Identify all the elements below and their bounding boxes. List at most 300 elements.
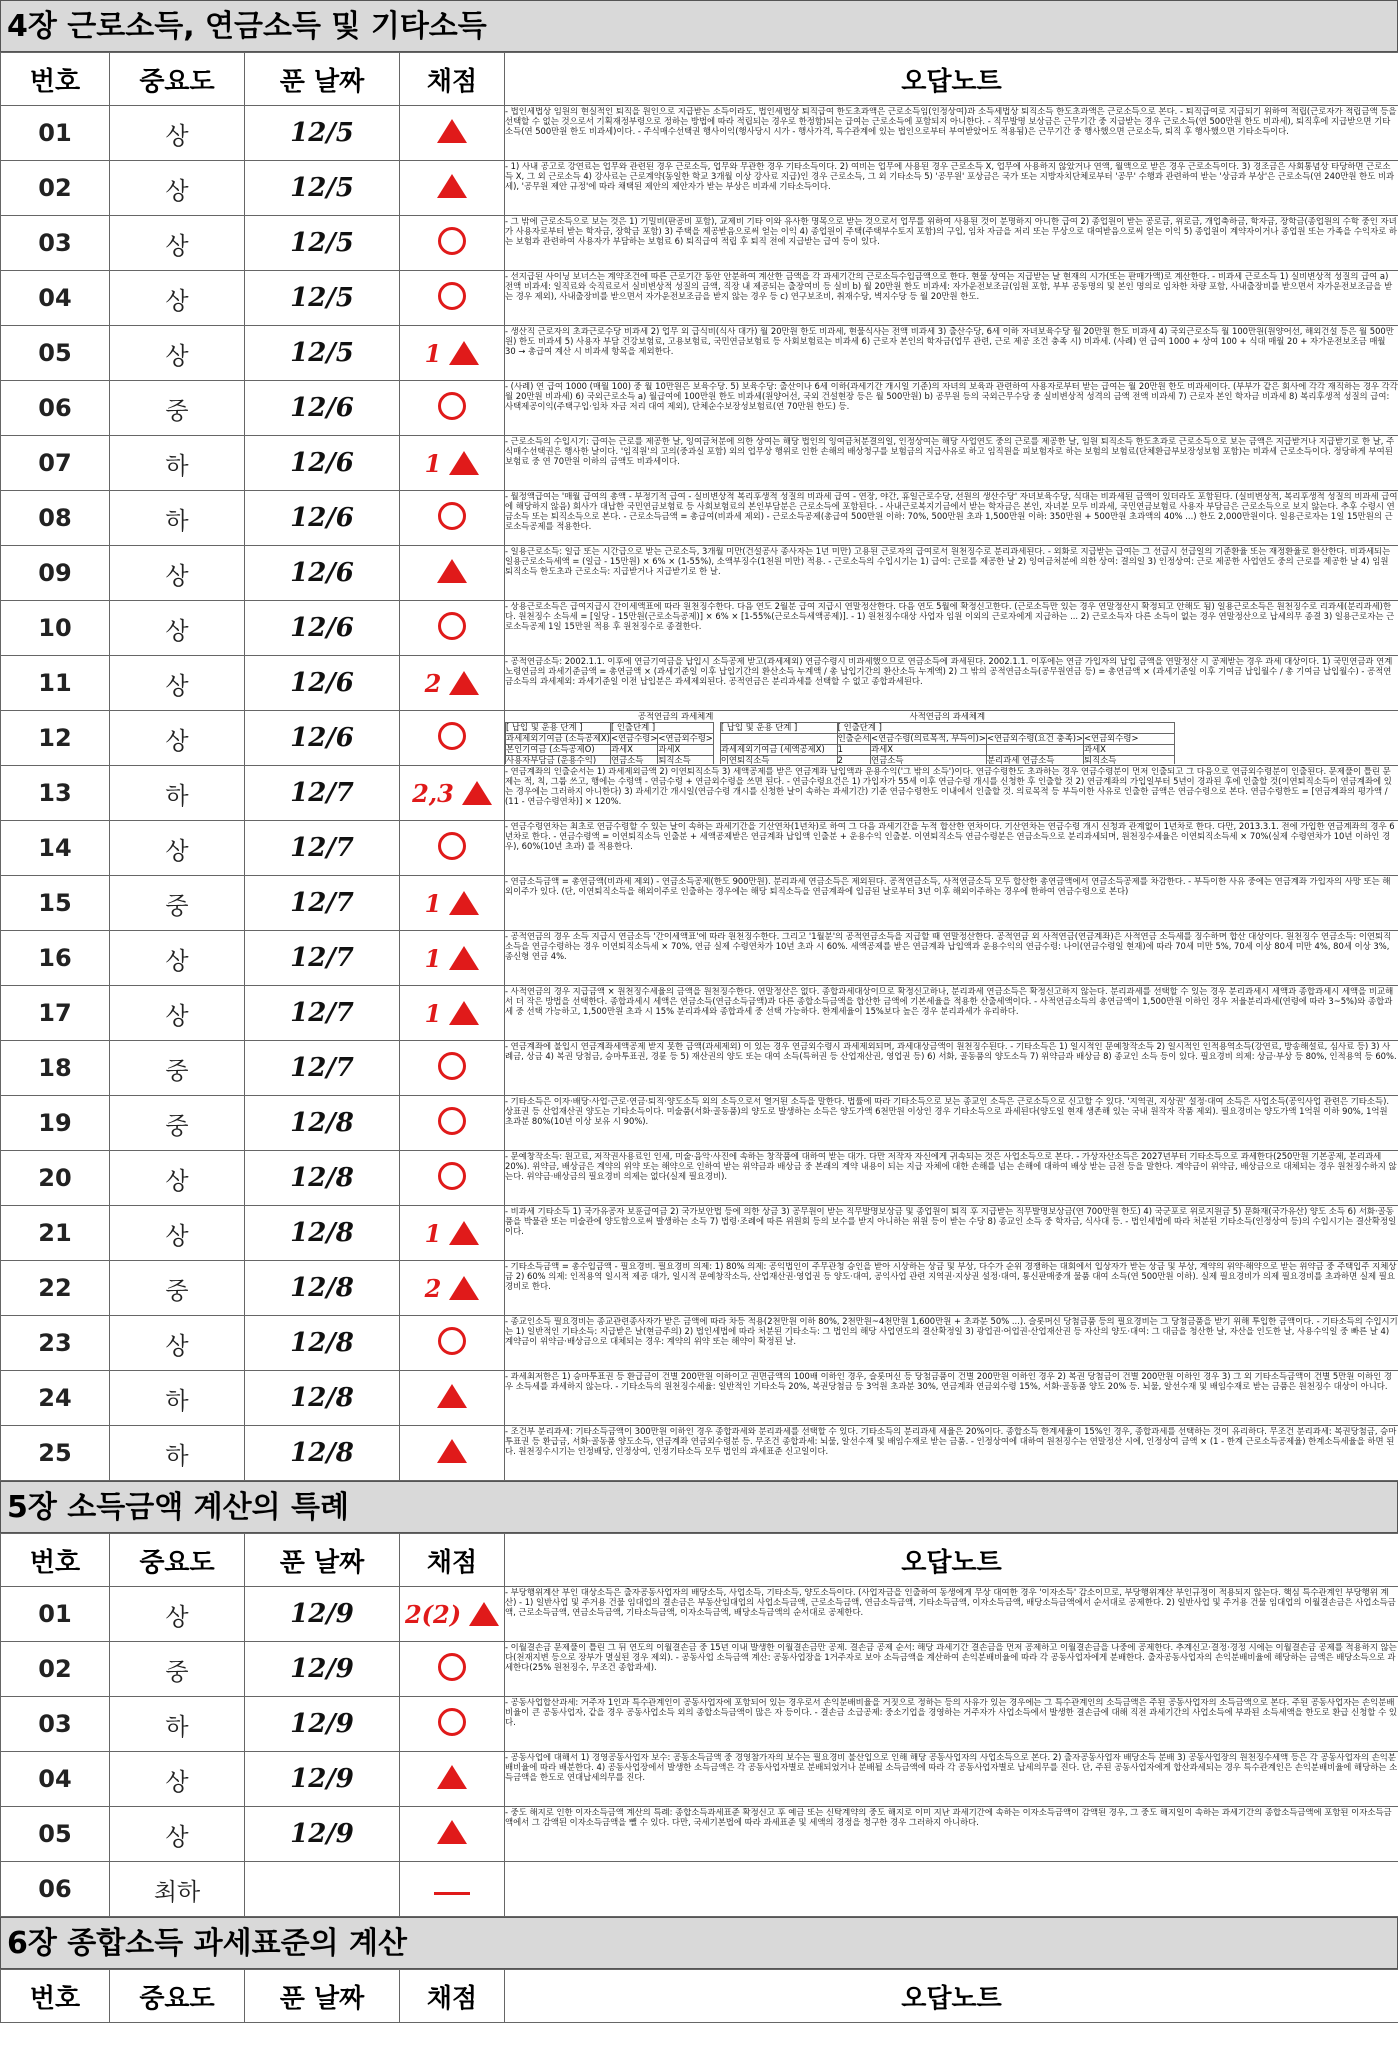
header-number: 번호 [1,1970,110,2023]
grade-mark [438,1107,466,1135]
table-header-row [1,1970,1398,2023]
table-row [1,1316,1398,1371]
dash-mark-icon [434,1892,470,1895]
header-grade: 채점 [400,1970,505,2023]
triangle-mark-icon [437,1384,467,1408]
table-cell: 과세X [1083,744,1174,755]
triangle-mark-icon [449,1221,479,1245]
grade-mark [434,1892,470,1895]
table-row [1,1642,1398,1697]
wrong-count: 2,3 [412,778,454,808]
row-importance: 상 [110,1587,245,1642]
grade-mark [438,282,466,310]
row-solved-date: 12/9 [245,1587,400,1642]
row-importance: 상 [110,1752,245,1807]
note-text: - 월정액급여는 '매월 급여의 총액 - 부정기적 급여 - 실비변상적 복리후생적 성질의 비과세 급여 - 연장, 야간, 휴일근로수당, 선원의 생산수당' 자녀보육수당, 식대는 비과세된 금액이 있더라도 포함된다. (실비변상적, 복리후생적 성질의 비과세 급여에 해당하지 않음) 회사가 대납한 국민연금보험료 등 사회보험료의 본인부담분은 근로소득에 포함된다. - 사내근로복지기금에서 받는 학자금은 본인, 자녀분 모두 비과세, 국민연금보험료 사용자 부담금은 근로소득으로 보지 않는다. 추후 수령시 연금소득 또는 퇴직소득으로 본다. - 근로소득금액 = 총급여(비과세 제외) - 근로소득공제(총급여 500만원 이하: 70%, 500만원 초과 1,500만원 이하: 350만원 + 500만원 초과액의 40% ...) 한도 2,000만원이다. 일용근로자는 1일 15만원의 근로소득공제를 적용한다. [505,492,1398,531]
row-error-note [505,1041,1398,1096]
table-row [720,755,1174,764]
note-text: - 문예창작소득: 원고료, 저작권사용료인 인세, 미술·음악·사진에 속하는 창작품에 대하여 받는 대가. 다만 저작자 자신에게 귀속되는 것은 사업소득으로 본다. - 가상자산소득은 2027년부터 기타소득으로 과세한다(250만원 기본공제, 분리과세 20%). 위약금, 배상금은 계약의 위약 또는 해약으로 인하여 받는 위약금과 배상금 중 본래의 계약 내용이 되는 지급 자체에 대한 손해를 넘는 손해에 대하여 배상 받는 금전 등을 말한다. 계약금이 위약금, 배상금으로 대체되는 경우 원천징수하지 않는다. 위약금·배상금의 필요경비 의제는 없다(실제 필요경비). [505,1152,1397,1181]
row-grade [400,491,505,546]
header-notes: 오답노트 [505,1970,1398,2023]
note-text: - 이월결손금 문제풀이 틀린 그 뒤 연도의 이월결손금 중 15년 이내 발생한 이월결손금만 공제. 결손금 공제 순서: 해당 과세기간 결손금을 먼저 공제하고 이월결손금을 나중에 공제한다. 추계신고·결정·경정 시에는 이월결손금 공제를 적용하지 않는다(천재지변 등으로 장부가 멸실된 경우 제외). - 공동사업 소득금액 계산: 공동사업장을 1거주자로 보아 소득금액을 계산하여 손익분배비율에 따라 각 공동사업자에게 분배한다. 출자공동사업자의 손익분배비율에 해당하는 금액은 배당소득으로 과세한다(25% 원천징수, 무조건 종합과세). [505,1643,1397,1672]
table-cell: 과세X [658,744,714,755]
row-grade [400,876,505,931]
grade-mark [425,944,480,973]
row-grade [400,711,505,766]
row-grade [400,601,505,656]
chapter-6-title: 6장 종합소득 과세표준의 계산 [0,1917,1398,1969]
wrong-count: 2 [424,668,442,698]
note-text: - 법인세법상 임원의 현실적인 퇴직을 원인으로 지급받는 소득이라도, 법인세법상 퇴직급여 한도초과액은 근로소득임(인정상여)과 소득세법상 퇴직소득 한도초과액은 근로소득으로 본다. - 퇴직급여로 지급되기 위하여 적립(근로자가 적립금액 등을 선택할 수 없는 것으로서 기획재정부령으로 정하는 방법에 따라 적립되는 경우로 한정함)되는 급여는 근로소득에 포함되지 아니한다. - 직무발명 보상금은 근무기간 중 지급받는 경우 근로소득(연 500만원 한도 비과세), 퇴직후에 지급받으면 기타소득(연 500만원 한도 비과세)이다. - 주식매수선택권 행사이익(행사당시 시가 - 행사가격, 특수관계에 있는 법인으로부터 부여받았어도 적용됨)은 근무기간 중 행사했으면 근로소득, 퇴직 후 행사했으면 기타소득이다. [505,107,1397,136]
circle-mark-icon [438,612,466,640]
row-number: 03 [1,216,110,271]
circle-mark-icon [438,1107,466,1135]
row-solved-date: 12/6 [245,656,400,711]
table-row [1,546,1398,601]
row-importance: 상 [110,711,245,766]
note-text: - 부당행위계산 부인 대상소득은 출자공동사업자의 배당소득, 사업소득, 기타소득, 양도소득이다. (사업자금을 인출하여 동생에게 무상 대여한 경우 '이자소득' 감소이므로, 부당행위계산 부인규정이 적용되지 않는다. 핵심 특수관계인 부당행위 계산) - 1) 일반사업 및 주거용 건물 임대업의 결손금은 부동산임대업의 사업소득금액, 근로소득금액, 연금소득금액, 기타소득금액, 이자소득금액, 배당소득금액에서 순서대로 공제한다. 2) 일반사업 및 주거용 건물 임대업의 이월결손금은 사업소득금액, 근로소득금액, 연금소득금액, 기타소득금액, 이자소득금액, 배당소득금액의 순서대로 공제한다. [505,1588,1396,1617]
row-solved-date: 12/5 [245,216,400,271]
table-row [1,1697,1398,1752]
row-importance: 하 [110,491,245,546]
row-solved-date: 12/8 [245,1096,400,1151]
row-grade [400,1096,505,1151]
grade-mark [438,392,466,420]
table-row [1,216,1398,271]
table-cell: <연금외수령> [1083,733,1174,744]
table-cell: [ 납입 및 운용 단계 ] [506,722,611,733]
row-number: 02 [1,161,110,216]
row-solved-date: 12/6 [245,491,400,546]
table-cell: [ 인출단계 ] [837,722,1174,733]
table-row [1,601,1398,656]
table-row [506,712,714,722]
grade-mark [437,119,467,143]
table-row [1,1151,1398,1206]
circle-mark-icon [438,722,466,750]
row-number: 08 [1,491,110,546]
row-solved-date: 12/8 [245,1151,400,1206]
row-number: 04 [1,1752,110,1807]
note-text: - 일용근로소득: 일급 또는 시간급으로 받는 근로소득, 3개월 미만(건설공사 종사자는 1년 미만) 고용된 근로자의 급여로서 원천징수로 분리과세된다. - 외화로 지급받는 급여는 그 선급시 선급일의 기준환율 또는 재정환율로 환산한다. 비과세되는 일용근로소득세액 = (일급 - 15만원) × 6% × (1-55%), 소액부징수(1천원 미만) 적용. - 근로소득의 수입시기는 1) 급여: 근로를 제공한 날 2) 잉여금처분에 의한 상여: 결의일 3) 인정상여: 근로 제공한 사업연도 중의 근로를 제공한 날 4) 임원 퇴직소득 한도초과 근로소득: 지급받거나 지급받기로 한 날. [505,547,1391,576]
header-grade: 채점 [400,53,505,106]
row-importance: 하 [110,766,245,821]
row-error-note [505,601,1398,656]
table-row [1,271,1398,326]
grade-mark [425,889,480,918]
row-number: 13 [1,766,110,821]
table-cell: 사용자부담금 (운용수익) [506,755,611,764]
wrong-count: 1 [424,943,442,973]
note-text: - 연금소득금액 = 총연금액(비과세 제외) - 연금소득공제(한도 900만원). 분리과세 연금소득은 제외된다. 공적연금소득, 사적연금소득 모두 합산한 총연금액에서 연금소득공제를 차감한다. - 부득이한 사유 중에는 연금계좌 가입자의 사망 또는 해외이주가 있다. (단, 이연퇴직소득을 해외이주로 인출하는 경우에는 해당 퇴직소득을 연금계좌에 입금된 날로부터 3년 이후 해외이주하는 경우에 한하여 연금수령으로 본다) [505,877,1391,896]
row-importance: 상 [110,931,245,986]
triangle-mark-icon [449,1276,479,1300]
row-error-note [505,1642,1398,1697]
note-text: - 상용근로소득은 급여지급시 간이세액표에 따라 원천징수한다. 다음 연도 2월분 급여 지급시 연말정산한다. 다음 연도 5월에 확정신고한다. (근로소득만 있는 경우 연말정산시 확정되고 안해도 됨) 일용근로소득은 원천징수로 리과세(분리과세)한다. 원천징수 소득세 = [일당 - 15만원(근로소득공제)] × 6% × [1-55%(근로소득세액공제)]. - 1) 원천징수대상 사업자 임원 이외의 근로자에게 지급하는 ... 2) 근로소득자 다른 소득이 없는 경우 연말정산으로 납세의무 종결 3) 일용근로자는 근로소득공제 1일 15만원 적용 후 원천징수로 종결한다. [505,602,1395,631]
row-number: 23 [1,1316,110,1371]
row-grade [400,1371,505,1426]
row-grade [400,326,505,381]
table-row [1,1041,1398,1096]
row-error-note [505,1096,1398,1151]
row-importance: 하 [110,436,245,491]
row-importance: 하 [110,1426,245,1481]
table-cell [986,744,1083,755]
grade-mark [438,227,466,255]
table-row [1,1752,1398,1807]
row-solved-date: 12/8 [245,1261,400,1316]
row-importance: 상 [110,546,245,601]
row-grade [400,1752,505,1807]
row-number: 03 [1,1697,110,1752]
row-number: 20 [1,1151,110,1206]
triangle-mark-icon [437,1820,467,1844]
row-error-note [505,1587,1398,1642]
note-text: - 조건부 분리과세: 기타소득금액이 300만원 이하인 경우 종합과세와 분리과세를 선택할 수 있다. 기타소득의 분리과세 세율은 20%이다. 종합소득 한계세율이 15%인 경우, 종합과세를 선택하는 것이 유리하다. 무조건 분리과세: 복권당첨금, 승마투표권 등 환급금, 서화·골동품 양도소득, 연금계좌 연금외수령분 등. 무조건 종합과세: 뇌물, 알선수재 및 배임수재로 받는 금품. - 인정상여에 대하여 원천징수는 연말정산 시에, 인정상여 금액 × (1 - 한계 근로소득공제율) 한계소득세율을 하면 된다. 원천징수시기는 인정배당, 인정상여, 인정기타소득 모두 법인의 과세표준 신고일이다. [505,1427,1397,1456]
grade-mark [438,722,466,750]
row-number: 06 [1,381,110,436]
table-row [1,1426,1398,1481]
table-cell: 인출순서 [837,732,871,743]
table-header-row [1,1534,1398,1587]
table-cell: <연금외수령> [658,732,713,743]
row-grade [400,1642,505,1697]
note-text: - 근로소득의 수입시기: 급여는 근로를 제공한 날, 잉여금처분에 의한 상여는 해당 법인의 잉여금처분결의일, 인정상여는 해당 사업연도 중의 근로를 제공한 날, 임원 퇴직소득 한도초과로 근로소득으로 보는 금액은 지급받거나 지급받기로 한 날, 주식매수선택권은 행사한 날이다. '임직원'의 고의(중과실 포함) 외의 업무상 행위로 인한 손해의 배상청구를 보험금의 지급사유로 하고 임직원을 피보험자로 하는 보험의 보험료(단체환급부보장성보험 포함)는 비과세 근로소득이다. 정당하게 부여된 보험료 중 연 70만원 이하의 금액도 비과세이다. [505,437,1395,466]
row-error-note [505,491,1398,546]
row-solved-date: 12/7 [245,766,400,821]
table-cell: [ 인출단계 ] [610,722,713,733]
pension-tax-tables [505,712,1398,764]
row-grade [400,1041,505,1096]
grade-mark [425,669,480,698]
row-importance: 상 [110,656,245,711]
table-row [506,722,714,733]
circle-mark-icon [438,227,466,255]
table-row [1,106,1398,161]
row-importance: 중 [110,1096,245,1151]
row-importance: 중 [110,381,245,436]
row-importance: 중 [110,876,245,931]
note-text: - 연금수령연차는 최초로 연금수령할 수 있는 날이 속하는 과세기간을 기산연차(1년차)로 하여 그 다음 과세기간을 누적 합산한 연차이다. 기산연차는 연금수령 개시 신청과 관계없이 1년차로 한다. 다만, 2013.3.1. 전에 가입한 연금계좌의 경우 6년차로 한다. - 연금수령액 = 이연퇴직소득 인출분 + 세액공제받은 연금계좌 납입액 인출분 + 운용수익 인출분. 이연퇴직소득 연금수령분은 연금소득으로 분리과세되며, 원천징수세율은 이연퇴직소득세 × 70%(실제 수령연차가 10년 이하인 경우), 60%(10년 초과) 를 적용한다. [505,822,1395,851]
circle-mark-icon [438,392,466,420]
grade-mark [438,1708,466,1736]
row-number: 10 [1,601,110,656]
row-error-note [505,1862,1398,1917]
row-error-note [505,821,1398,876]
row-number: 02 [1,1642,110,1697]
grade-mark [425,999,480,1028]
row-importance: 상 [110,1151,245,1206]
table-row [506,744,714,755]
row-error-note [505,216,1398,271]
header-importance: 중요도 [110,1534,245,1587]
table-row [1,436,1398,491]
triangle-mark-icon [449,451,479,475]
row-grade [400,271,505,326]
row-solved-date: 12/6 [245,601,400,656]
note-text: - 선지급된 사이닝 보너스는 계약조건에 따른 근로기간 동안 안분하여 계산한 금액을 각 과세기간의 근로소득수입금액으로 한다. 현물 상여는 지급받는 날 현재의 시가(또는 판매가액)로 계산한다. - 비과세 근로소득 1) 실비변상적 성질의 급여 a) 전액 비과세: 일직료와 숙직료로서 실비변상적 성질의 금액, 직장 내 제공되는 출장여비 등 실비 b) 월 20만원 한도 비과세: 자가운전보조금(임원 포함, 부부 공동명의 및 본인 명의로 임차한 차량 포함, 사내출장비를 받으면서 자가운전보조금을 받는 경우 제외), 사내출장비를 받으면서 자가운전보조금을 받지 않는 경우 등 c) 연구보조비, 취재수당, 벽지수당 등 월 20만원 한도. [505,272,1393,301]
row-solved-date: 12/7 [245,876,400,931]
row-error-note [505,1151,1398,1206]
row-number: 16 [1,931,110,986]
row-error-note [505,1807,1398,1862]
table-cell: 분리과세 연금소득 [986,755,1083,764]
row-importance: 상 [110,216,245,271]
wrong-count: 2(2) [404,1599,462,1629]
table-row [720,733,1174,744]
row-importance: 상 [110,106,245,161]
grade-mark [438,1052,466,1080]
row-importance: 상 [110,821,245,876]
header-notes: 오답노트 [505,1534,1398,1587]
table-row [1,766,1398,821]
row-solved-date: 12/8 [245,1206,400,1261]
row-grade [400,161,505,216]
table-cell: <연금외수령(요건 충족)> [986,732,1083,743]
grade-mark [437,1820,467,1844]
wrong-count: 2 [424,1273,442,1303]
row-number: 05 [1,326,110,381]
grade-mark [438,1162,466,1190]
wrong-count: 1 [424,338,442,368]
table-row [1,1206,1398,1261]
grade-mark [437,1384,467,1408]
triangle-mark-icon [437,174,467,198]
row-grade [400,821,505,876]
row-number: 04 [1,271,110,326]
row-importance: 상 [110,161,245,216]
row-error-note [505,1316,1398,1371]
wrong-count: 1 [424,1218,442,1248]
grade-mark [438,612,466,640]
row-error-note [505,1206,1398,1261]
header-number: 번호 [1,1534,110,1587]
row-grade [400,766,505,821]
row-solved-date: 12/8 [245,1316,400,1371]
note-text: - 1) 사내 공고로 강연료는 업무와 관련된 경우 근로소득, 업무와 무관한 경우 기타소득이다. 2) 여비는 업무에 사용된 경우 근로소득 X, 업무에 사용하지 않았거나 연액, 월액으로 받은 경우 근로소득이다. 3) 경조금은 사회통념상 타당하면 근로소득 X, 그 외 근로소득 4) 강사료는 근로계약(동일한 학교 3개월 이상 강사료 지급)인 경우 근로소득, 그 외 기타소득 5) '공무원' 포상금은 국가 또는 지방자치단체로부터 '공무' 수행과 관련하여 받는 '상금과 부상'은 근로소득(연 240만원 한도 비과세), '공무원 제안 규정'에 따라 채택된 제안의 제안자가 받는 부상은 비과세 기타소득이다. [505,162,1395,191]
note-text: - 종교인소득 필요경비는 종교관련종사자가 받은 금액에 따라 차등 적용(2천만원 이하 80%, 2천만원~4천만원 1,600만원 + 초과분 50% ...). 슬롯머신 당첨금품 등의 필요경비는 그 당첨금품을 받기 위해 투입한 금액이다. - 기타소득의 수입시기는 1) 일반적인 기타소득: 지급받은 날(현금주의) 2) 법인세법에 따라 처분된 기타소득: 그 법인의 해당 사업연도의 결산확정일 3) 광업권·어업권·산업재산권 등 자산의 양도·대여: 그 대금을 청산한 날, 자산을 인도한 날, 사용수익일 중 빠른 날 4) 계약금이 위약금·배상금으로 대체되는 경우: 계약의 위약 또는 해약이 확정된 날. [505,1317,1398,1346]
private-pension-caption: 사적연금의 과세체계 [909,712,986,721]
table-cell: 퇴직소득 [1083,755,1174,764]
row-importance: 상 [110,326,245,381]
chapter-5-title: 5장 소득금액 계산의 특례 [0,1481,1398,1533]
row-error-note [505,106,1398,161]
table-cell: 과세X [610,744,657,755]
note-text: - 그 밖에 근로소득으로 보는 것은 1) 기밀비(판공비 포함), 교제비 기타 이와 유사한 명목으로 받는 것으로서 업무를 위하여 사용된 것이 분명하지 아니한 급여 2) 종업원이 받는 공로금, 위로금, 개업축하금, 학자금, 장학금(종업원의 수학 중인 자녀가 사용자로부터 받는 학자금, 장학금 포함) 3) 주택을 제공받음으로써 얻는 이익 4) 종업원이 주택(주택부수토지 포함)의 구입, 임차 자금을 저리 또는 무상으로 대여받음으로써 얻는 이익 5) 종업원이 계약자이거나 종업원 또는 가족을 수익자로 하는 보험과 관련하여 사용자가 부담하는 보험료 6) 퇴직급여 적립 후 퇴직 전에 지급받는 급여 등이 있다. [505,217,1398,246]
triangle-mark-icon [449,891,479,915]
row-importance: 상 [110,1206,245,1261]
row-grade [400,216,505,271]
row-error-note [505,271,1398,326]
row-number: 01 [1,1587,110,1642]
table-row [720,712,1174,722]
row-grade [400,1587,505,1642]
row-grade [400,381,505,436]
table-row [1,1261,1398,1316]
grade-mark [425,1219,480,1248]
grade-mark [437,559,467,583]
row-grade [400,1697,505,1752]
triangle-mark-icon [462,781,492,805]
row-importance: 하 [110,1697,245,1752]
row-error-note [505,1371,1398,1426]
grade-mark [437,174,467,198]
public-pension-caption: 공적연금의 과세체계 [637,712,714,721]
row-solved-date: 12/9 [245,1697,400,1752]
row-error-note [505,436,1398,491]
table-row [1,1371,1398,1426]
row-solved-date: 12/6 [245,546,400,601]
row-error-note [505,656,1398,711]
note-text: - 사적연금의 경우 지급금액 × 원천징수세율의 금액을 원천징수한다. 연말정산은 없다. 종합과세대상이므로 확정신고하나, 분리과세 연금소득은 확정신고하지 않는다. 분리과세를 선택할 수 있는 경우 분리과세시 세액과 종합과세시 세액을 비교해서 더 작은 방법을 선택한다. 종합과세시 세액은 연금소득(연금소득금액)과 다른 종합소득금액을 합산한 금액에 기본세율을 적용한 산출세액이다. - 사적연금소득의 총연금액이 1,500만원 이하인 경우 저율분리과세(연령에 따라 3~5%)와 종합과세 중 선택 가능하고, 1,500만원 초과 시 15% 분리과세와 종합과세 중 선택 가능하다. 한계세율이 15%보다 높은 경우 분리과세가 유리하다. [505,987,1394,1016]
row-error-note [505,326,1398,381]
table-row [506,755,714,764]
table-header-row [1,53,1398,106]
grade-mark [405,1600,499,1629]
wrong-count: 1 [424,888,442,918]
row-importance: 상 [110,1807,245,1862]
row-solved-date: 12/6 [245,381,400,436]
table-cell: 과세제외기여금 (소득공제X) [506,732,610,743]
row-importance: 하 [110,1371,245,1426]
public-pension-table [505,712,714,764]
row-solved-date: 12/9 [245,1807,400,1862]
circle-mark-icon [438,1327,466,1355]
table-row [506,733,714,744]
table-row [1,1096,1398,1151]
chapter-5-table [0,1533,1398,1917]
table-row [1,821,1398,876]
row-importance: 상 [110,271,245,326]
header-date: 푼 날짜 [245,1970,400,2023]
row-error-note [505,381,1398,436]
grade-mark [437,1439,467,1463]
row-solved-date: 12/5 [245,326,400,381]
table-row [1,491,1398,546]
note-text: - 공동사업합산과세: 거주자 1인과 특수관계인이 공동사업자에 포함되어 있는 경우로서 손익분배비율을 거짓으로 정하는 등의 사유가 있는 경우에는 그 특수관계인의 소득금액은 주된 공동사업자의 소득금액으로 본다. 주된 공동사업자는 손익분배비율이 큰 공동사업자, 같을 경우 공동사업소득 외의 종합소득금액이 많은 자 등이다. - 결손금 소급공제: 중소기업을 경영하는 거주자가 사업소득에서 발생한 결손금에 대해 직전 과세기간의 사업소득에 부과된 소득세액을 한도로 환급 신청할 수 있다. [505,1698,1397,1727]
row-number: 11 [1,656,110,711]
note-text: - 연금계좌의 인출순서는 1) 과세제외금액 2) 이연퇴직소득 3) 세액공제를 받은 연금계좌 납입액과 운용수익('그 밖의 소득')이다. 연금수령한도 초과하는 경우 연금수령분이 먼저 인출되고 그 다음으로 연금외수령분이 인출된다. 문제풀이 틀린 문제는 적, 칙, 그룹 쓰고, 행에는 수령액 - 연금수령 + 연금외수령을 쓰면 된다. - 연금수령요건은 1) 가입자가 55세 이후 연금수령 개시를 신청한 후 인출할 것 2) 연금계좌의 가입일부터 5년이 경과된 후에 인출할 것(이연퇴직소득이 연금계좌에 있는 경우에는 그러하지 아니한다) 3) 과세기간 개시일(연금수령 개시를 신청한 날이 속하는 과세기간) 기준 연금수령한도 이내에서 인출할 것. 의료목적 등 부득이한 사유로 인출한 금액은 연금수령으로 본다. 연금수령한도 = [연금계좌의 평가액 / (11 - 연금수령연차)] × 120%. [505,767,1392,806]
table-cell: 1 [837,744,870,755]
row-number: 22 [1,1261,110,1316]
row-error-note [505,766,1398,821]
table-cell: 과세X [871,744,987,755]
row-importance: 상 [110,1316,245,1371]
row-importance: 중 [110,1041,245,1096]
row-error-note [505,1261,1398,1316]
row-error-note [505,1752,1398,1807]
note-text: - (사례) 연 급여 1000 (매월 100) 중 월 10만원은 보육수당. 5) 보육수당: 출산이나 6세 이하(과세기간 개시일 기준)의 자녀의 보육과 관련하여 사용자로부터 받는 급여는 월 20만원 한도 비과세이다. (부부가 같은 회사에 각각 재직하는 경우 각각 월 20만원 비과세) 6) 국외근로소득 a) 월급여에 100만원 한도 비과세(원양어선, 국외 건설현장 등은 월 500만원) b) 공무원 등의 국외근무수당 중 실비변상적 성격의 금액 전액 비과세 7) 근로자 본인 학자금 비과세 8) 복리후생적 성질의 급여: 사택제공이익(주택구입·임차 자금 저리 대여 제외), 단체순수보장성보험료(연 70만원 한도) 등. [505,382,1398,411]
note-text: - 공동사업에 대해서 1) 경영공동사업자 보수: 공동소득금액 중 경영참가자의 보수는 필요경비 불산입으로 인해 해당 공동사업자의 사업소득으로 본다. 2) 출자공동사업자 배당소득 분배 3) 공동사업장의 원천징수세액 등은 각 공동사업자의 손익분배비율에 따라 배분한다. 4) 공동사업장에서 발생한 소득금액은 각 공동사업자별로 분배되었거나 분배될 소득금액에 따라 각 공동사업자별로 납세의무를 진다. 단, 주된 공동사업자에게 합산과세되는 경우 특수관계인은 손익분배비율에 해당하는 소득금액을 한도로 연대납세의무를 진다. [505,1753,1398,1782]
table-row [1,656,1398,711]
note-text [505,712,1398,764]
row-grade [400,1426,505,1481]
row-grade [400,656,505,711]
table-row [720,722,1174,733]
row-error-note [505,876,1398,931]
wrong-count: 1 [424,448,442,478]
row-solved-date: 12/5 [245,106,400,161]
row-solved-date: 12/8 [245,1371,400,1426]
private-pension-table [720,712,1175,764]
triangle-mark-icon [437,559,467,583]
triangle-mark-icon [437,119,467,143]
table-row [1,931,1398,986]
table-cell: 과세제외기여금 (세액공제X) [720,744,837,755]
note-text: - 공적연금소득: 2002.1.1. 이후에 연금기여금을 납입시 소득공제 받고(과세제외) 연금수령시 비과세했으므로 연금소득에 과세된다. 2002.1.1. 이후에는 연금 가입자의 납입 금액을 연말정산 시 공제받는 경우 과세 대상이다. 1) 국민연금과 연계노령연금의 과세기준금액 = 총연금액 × (과세기준일 이후 납입기간의 환산소득 누계액 / 총 납입기간의 환산소득 누계액) 2) 그 밖의 공적연금소득(공무원연금 등) = 총연금액 × (과세기준일 이후 기여금 납입월수 / 총 기여금 납입월수) - 공적연금소득의 과세제외: 과세기준일 이전 납입분은 과세제외된다. 공적연금은 분리과세를 선택할 수 없고 종합과세된다. [505,657,1393,686]
row-grade [400,1261,505,1316]
table-row [1,326,1398,381]
row-error-note [505,711,1398,766]
grade-mark [438,832,466,860]
table-row [1,161,1398,216]
grade-mark [437,1765,467,1789]
row-error-note [505,546,1398,601]
row-solved-date: 12/5 [245,161,400,216]
row-number: 24 [1,1371,110,1426]
header-importance: 중요도 [110,1970,245,2023]
grade-mark [425,449,480,478]
row-grade [400,546,505,601]
table-cell: 퇴직소득 [658,755,714,764]
row-solved-date [245,1862,400,1917]
row-error-note [505,931,1398,986]
triangle-mark-icon [469,1602,499,1626]
triangle-mark-icon [449,671,479,695]
grade-mark [438,1327,466,1355]
row-importance: 중 [110,1642,245,1697]
row-grade [400,1862,505,1917]
row-importance: 최하 [110,1862,245,1917]
row-importance: 상 [110,601,245,656]
note-text: - 중도 해지로 인한 이자소득금액 계산의 특례: 종합소득과세표준 확정신고 후 예금 또는 신탁계약의 중도 해지로 이미 지난 과세기간에 속하는 이자소득금액이 감액된 경우, 그 중도 해지일이 속하는 과세기간의 종합소득금액에 포함된 이자소득금액에서 그 감액된 이자소득금액을 뺄 수 있다. 다만, 국세기본법에 따라 과세표준 및 세액의 경정을 청구한 경우 그러하지 아니하다. [505,1808,1392,1827]
chapter-4-title: 4장 근로소득, 연금소득 및 기타소득 [0,0,1398,52]
row-grade [400,1151,505,1206]
header-grade: 채점 [400,1534,505,1587]
grade-mark [425,1274,480,1303]
row-error-note [505,986,1398,1041]
header-importance: 중요도 [110,53,245,106]
row-number: 06 [1,1862,110,1917]
header-notes: 오답노트 [505,53,1398,106]
table-cell: <연금수령> [610,732,658,743]
row-grade [400,436,505,491]
triangle-mark-icon [437,1439,467,1463]
row-grade [400,1807,505,1862]
table-row [1,381,1398,436]
note-text: - 연금계좌에 불입시 연금계좌세액공제 받지 못한 금액(과세제외) 이 있는 경우 연금외수령시 과세제외되며, 과세대상금액이 원천징수된다. - 기타소득은 1) 일시적인 문예창작소득 2) 일시적인 인적용역소득(강연료, 방송해설료, 심사료 등) 3) 사례금, 상금 4) 복권 당첨금, 승마투표권, 경륜 등 5) 재산권의 양도 또는 대여 소득(특허권 등 산업재산권, 영업권 등) 6) 서화, 골동품의 양도소득 7) 위약금과 배상금 8) 종교인 소득 등이 있다. 필요경비 의제: 상금·부상 등 80%, 인적용역 등 60%. [505,1042,1397,1061]
row-number: 25 [1,1426,110,1481]
row-grade [400,931,505,986]
note-text: - 과세최저한은 1) 승마투표권 등 환급금이 건별 200만원 이하이고 권면금액의 100배 이하인 경우, 슬롯머신 등 당첨금품이 건별 200만원 이하인 경우 2) 복권 당첨금이 건별 200만원 이하인 경우 3) 그 외 기타소득금액이 건별 5만원 이하인 경우 소득세를 과세하지 않는다. - 기타소득의 원천징수세율: 일반적인 기타소득 20%, 복권당첨금 등 3억원 초과분 30%, 연금계좌 연금외수령 15%, 서화·골동품 양도 20% 등. 뇌물, 알선수재 및 배임수재로 받는 금품은 원천징수 대상이 아니다. [505,1372,1393,1391]
chapter-4-table [0,52,1398,1481]
table-cell: 연금소득 [871,755,987,764]
circle-mark-icon [438,282,466,310]
table-cell: 본인기여금 (소득공제O) [506,744,611,755]
table-row [720,744,1174,755]
note-text: - 공적연금의 경우 소득 지급시 연금소득 '간이세액표'에 따라 원천징수한다. 그리고 '1월분'의 공적연금소득을 지급할 때 연말정산한다. 공적연금 외 사적연금(연금계좌)은 사적연금 소득세를 징수하며 합산 대상이다. 원천징수 연금소득: 이연퇴직소득을 연금수령하는 경우 이연퇴직소득세 × 70%, 연금 실제 수령연차가 10년 초과 시 60%. 세액공제를 받은 연금계좌 납입액과 운용수익의 연금수령: 나이(연금수령일 현재)에 따라 70세 미만 5%, 70세 이상 80세 미만 4%, 80세 이상 3%, 종신형 연금 4%. [505,932,1392,961]
row-solved-date: 12/7 [245,1041,400,1096]
row-solved-date: 12/9 [245,1642,400,1697]
row-grade [400,106,505,161]
circle-mark-icon [438,1653,466,1681]
row-number: 17 [1,986,110,1041]
header-date: 푼 날짜 [245,53,400,106]
note-text: - 생산직 근로자의 초과근로수당 비과세 2) 업무 외 급식비(식사 대가) 월 20만원 한도 비과세, 현물식사는 전액 비과세 3) 출산수당, 6세 이하 자녀보육수당 월 20만원 한도 비과세 4) 국외근로소득 월 100만원(원양어선, 해외건설 등은 월 500만원) 한도 비과세 5) 사용자 부담 건강보험료, 고용보험료, 국민연금보험료 등 사회보험료는 비과세 6) 근로자 본인의 학자금(업무 관련, 근로 제공 조건 충족 시) 비과세. (사례) 연 급여 1000 + 상여 100 + 식대 매월 20 + 자가운전보조금 매월 30 → 총급여 계산 시 비과세 항목을 제외한다. [505,327,1394,356]
row-number: 15 [1,876,110,931]
row-solved-date: 12/8 [245,1426,400,1481]
row-number: 09 [1,546,110,601]
